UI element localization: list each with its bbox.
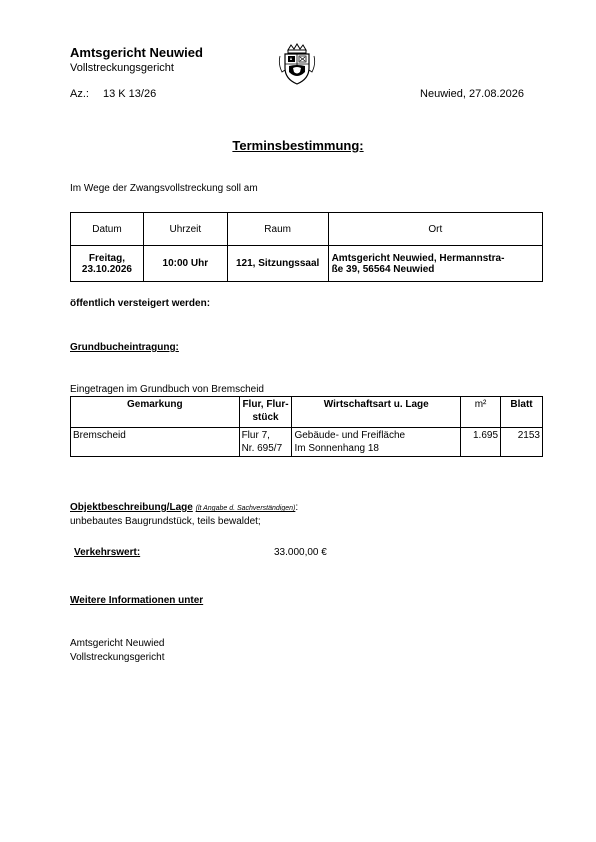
coat-of-arms-icon	[278, 42, 316, 86]
ort-line1: Amtsgericht Neuwied, Hermannstra-	[331, 252, 505, 264]
wirtschaft-line2: Im Sonnenhang 18	[294, 443, 379, 454]
termin-table	[70, 212, 543, 282]
cell-blatt: 2153	[501, 428, 543, 457]
cell-gemarkung: Bremscheid	[71, 428, 240, 457]
table-row	[71, 428, 543, 457]
wirtschaft-line1: Gebäude- und Freifläche	[294, 430, 406, 441]
footer-court-name: Amtsgericht Neuwied	[70, 638, 165, 649]
table-header-row	[71, 213, 543, 246]
objekt-heading	[70, 502, 298, 513]
ort-line2: ße 39, 56564 Neuwied	[331, 263, 435, 275]
grundbuch-table	[70, 396, 543, 457]
cell-flur	[239, 428, 292, 457]
verkehrswert-label: Verkehrswert:	[74, 547, 141, 558]
header-flur-line2: stück	[252, 412, 279, 423]
footer-court-sub: Vollstreckungsgericht	[70, 652, 165, 663]
header-gemarkung: Gemarkung	[71, 397, 240, 428]
table-header-row	[71, 397, 543, 428]
header-ort: Ort	[328, 213, 542, 246]
place-date: Neuwied, 27.08.2026	[420, 88, 524, 100]
grundbuch-heading: Grundbucheintragung:	[70, 342, 179, 353]
cell-ort	[328, 246, 542, 282]
weitere-informationen: Weitere Informationen unter	[70, 595, 204, 606]
objekt-heading-colon: :	[295, 502, 299, 513]
datum-date: 23.10.2026	[81, 263, 132, 275]
objekt-heading-note: (lt Angabe d. Sachverständigen)	[195, 505, 296, 512]
objekt-description: unbebautes Baugrundstück, teils bewaldet;	[70, 516, 261, 527]
table-row	[71, 246, 543, 282]
cell-datum	[71, 246, 144, 282]
header-blatt: Blatt	[501, 397, 543, 428]
az-value: 13 K 13/26	[103, 88, 157, 100]
cell-m2: 1.695	[461, 428, 501, 457]
objekt-heading-main: Objektbeschreibung/Lage	[70, 502, 193, 513]
eingetragen-text: Eingetragen im Grundbuch von Bremscheid	[70, 384, 264, 395]
court-subtitle: Vollstreckungsgericht	[70, 62, 174, 74]
header-flur	[239, 397, 292, 428]
header-m2: m²	[461, 397, 501, 428]
cell-wirtschaft	[292, 428, 461, 457]
auction-text: öffentlich versteigert werden:	[70, 298, 211, 309]
flur-line1: Flur 7,	[241, 430, 270, 441]
intro-text: Im Wege der Zwangsvollstreckung soll am	[70, 183, 258, 194]
datum-weekday: Freitag,	[88, 252, 126, 264]
header-datum: Datum	[71, 213, 144, 246]
court-name: Amtsgericht Neuwied	[70, 45, 203, 60]
page-title: Terminsbestimmung:	[232, 138, 364, 153]
flur-line2: Nr. 695/7	[241, 443, 283, 454]
cell-raum: 121, Sitzungssaal	[227, 246, 328, 282]
verkehrswert-value: 33.000,00 €	[274, 547, 327, 558]
header-uhrzeit: Uhrzeit	[143, 213, 227, 246]
header-raum: Raum	[227, 213, 328, 246]
header-wirtschaft: Wirtschaftsart u. Lage	[292, 397, 461, 428]
header-flur-line1: Flur, Flur-	[242, 399, 289, 410]
az-label: Az.:	[70, 88, 89, 100]
cell-uhrzeit: 10:00 Uhr	[143, 246, 227, 282]
